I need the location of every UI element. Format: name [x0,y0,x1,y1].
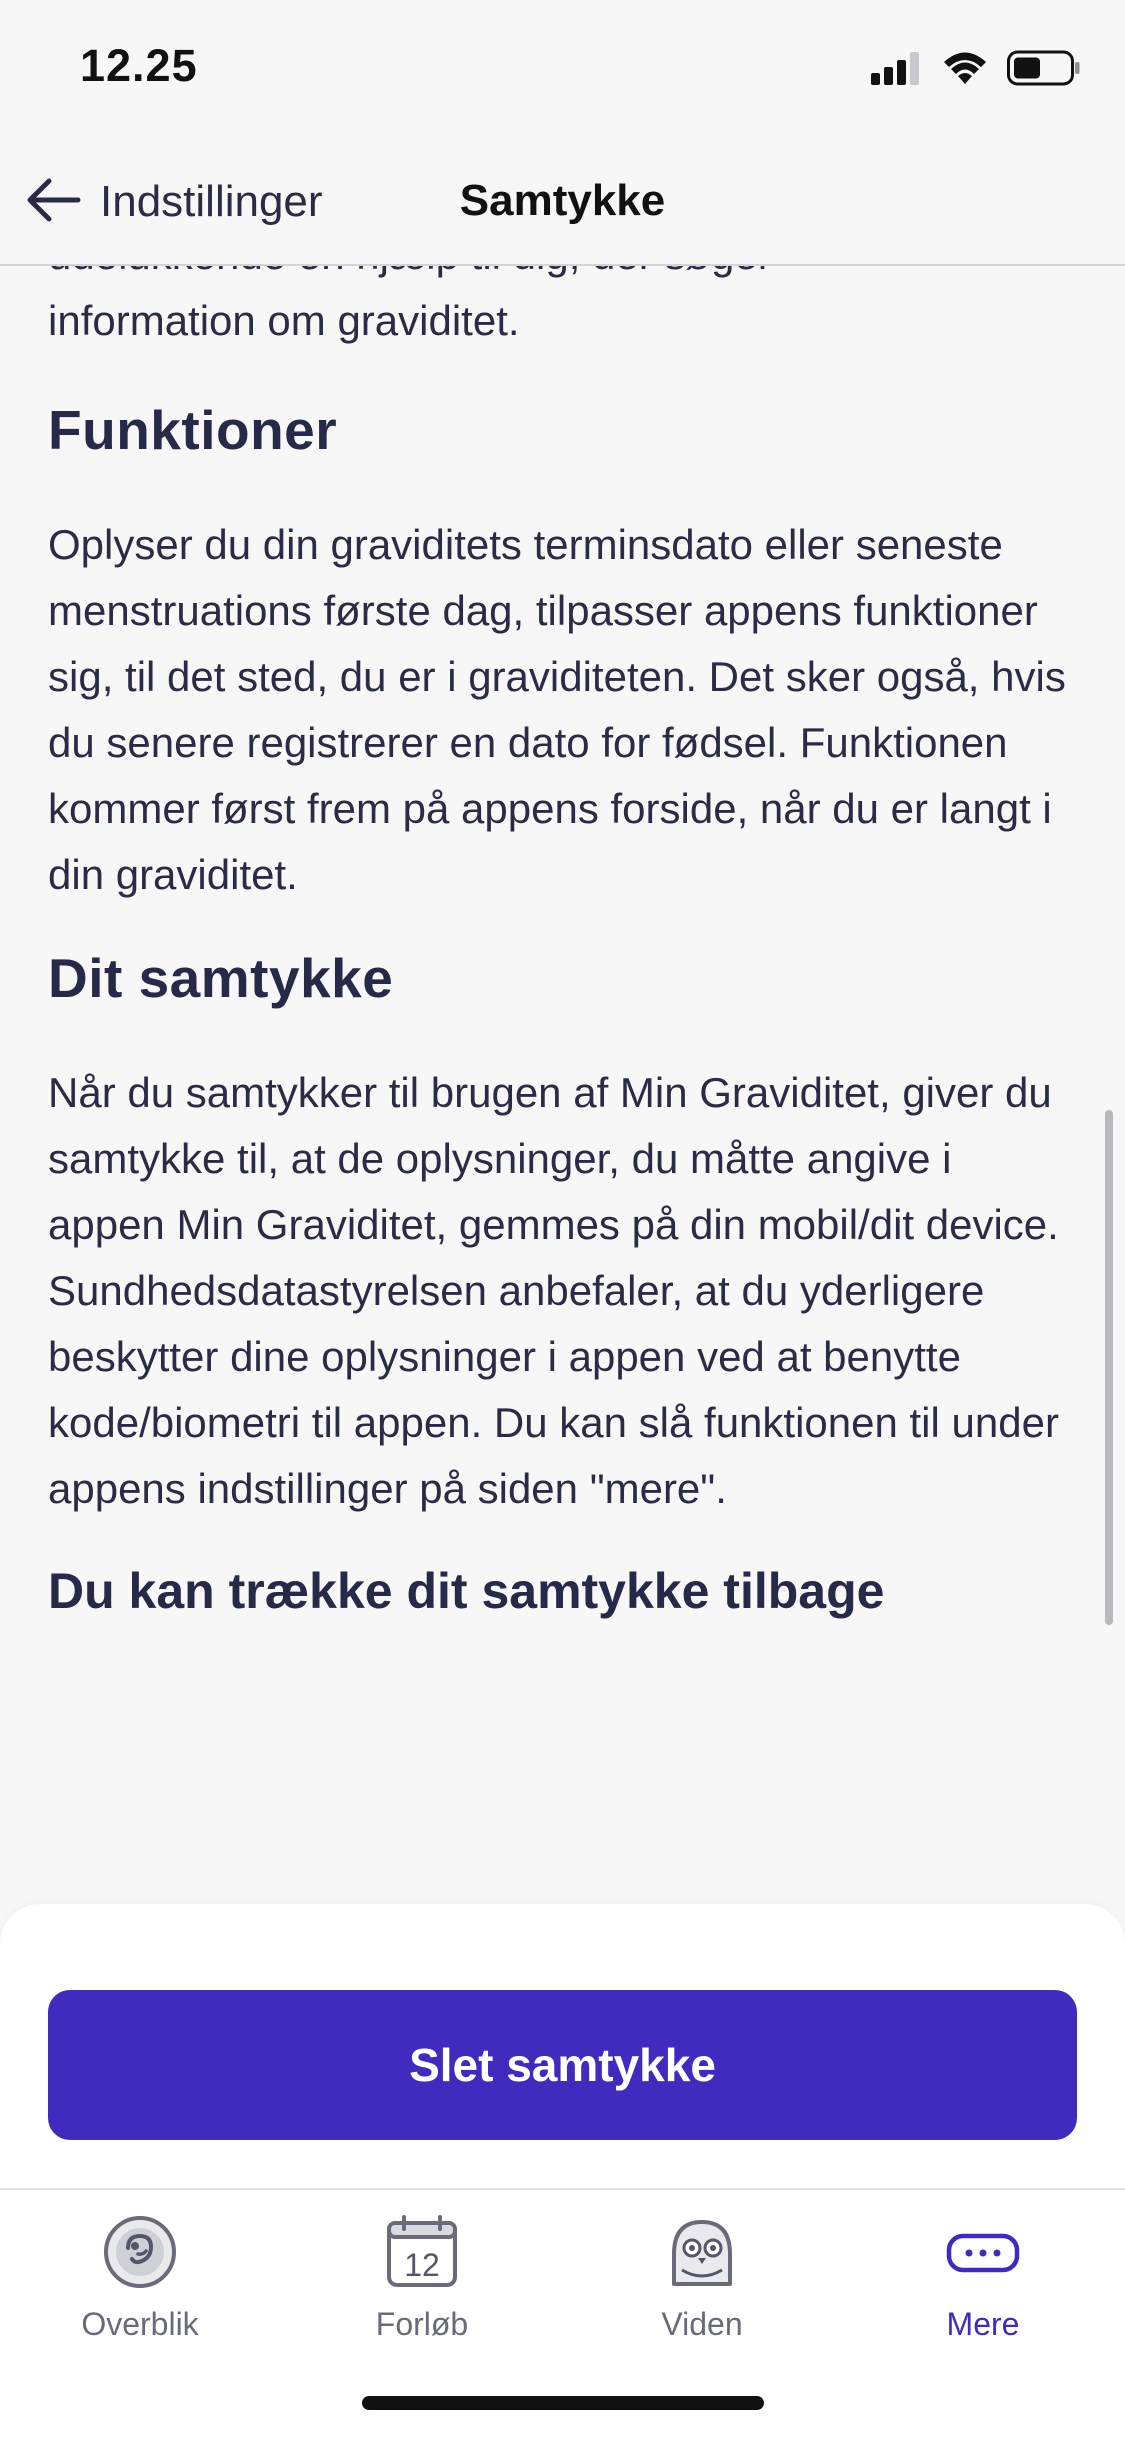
tab-label-more: Mere [946,2306,1020,2342]
consent-content[interactable] [0,264,1125,1904]
bottom-action-sheet [0,1904,1125,2188]
tab-course[interactable] [302,2212,542,2362]
section-heading-consent: Dit samtykke [48,947,394,1009]
owl-icon [662,2212,742,2292]
fetus-icon [100,2212,180,2292]
tab-label-course: Forløb [375,2306,469,2342]
tab-more[interactable] [863,2212,1103,2362]
tab-label-overview: Overblik [81,2306,199,2342]
scrollbar[interactable] [1105,1110,1113,1625]
delete-consent-button[interactable]: Slet samtykke [48,1990,1077,2140]
status-time: 12.25 [80,40,198,91]
more-icon [943,2212,1023,2292]
navigation-bar [0,140,1125,266]
status-icons [871,48,1081,92]
section-text-functions: Oplyser du din graviditets terminsdato eller seneste menstruations første dag, tilpasser appens funktioner sig, til det sted, du er i graviditeten. Det sker også, hvis du senere registrerer en dato for fødsel. Funktionen kommer først frem på appens forside, når du er langt i din graviditet. [48,521,1066,898]
battery-icon [1007,50,1081,91]
section-text-consent: Når du samtykker til brugen af Min Graviditet, giver du samtykke til, at de oplysninger, du måtte angive i appen Min Graviditet, gemmes på din mobil/dit device. Sundhedsdatastyrelsen anbefaler, at du yderligere beskytter dine oplysninger i appen ved at benytte kode/biometri til appen. Du kan slå funktionen til under appens indstillinger på siden "mere". [48,1069,1059,1512]
tab-label-knowledge: Viden [661,2306,743,2342]
home-indicator[interactable] [362,2396,764,2410]
cellular-signal-icon [871,51,923,90]
status-bar [0,0,1125,140]
calendar-icon [382,2212,462,2292]
section-heading-functions: Funktioner [48,399,338,461]
page-title: Samtykke [459,176,666,225]
section-heading-withdraw: Du kan trække dit samtykke tilbage [48,1563,885,1619]
content-inner [48,222,1078,1620]
calendar-day: 12 [404,2247,440,2283]
back-label: Indstillinger [100,177,323,226]
tab-overview[interactable] [20,2212,260,2362]
intro-last-line: information om graviditet. [48,297,520,344]
wifi-icon [943,51,987,90]
tab-knowledge[interactable] [582,2212,822,2362]
